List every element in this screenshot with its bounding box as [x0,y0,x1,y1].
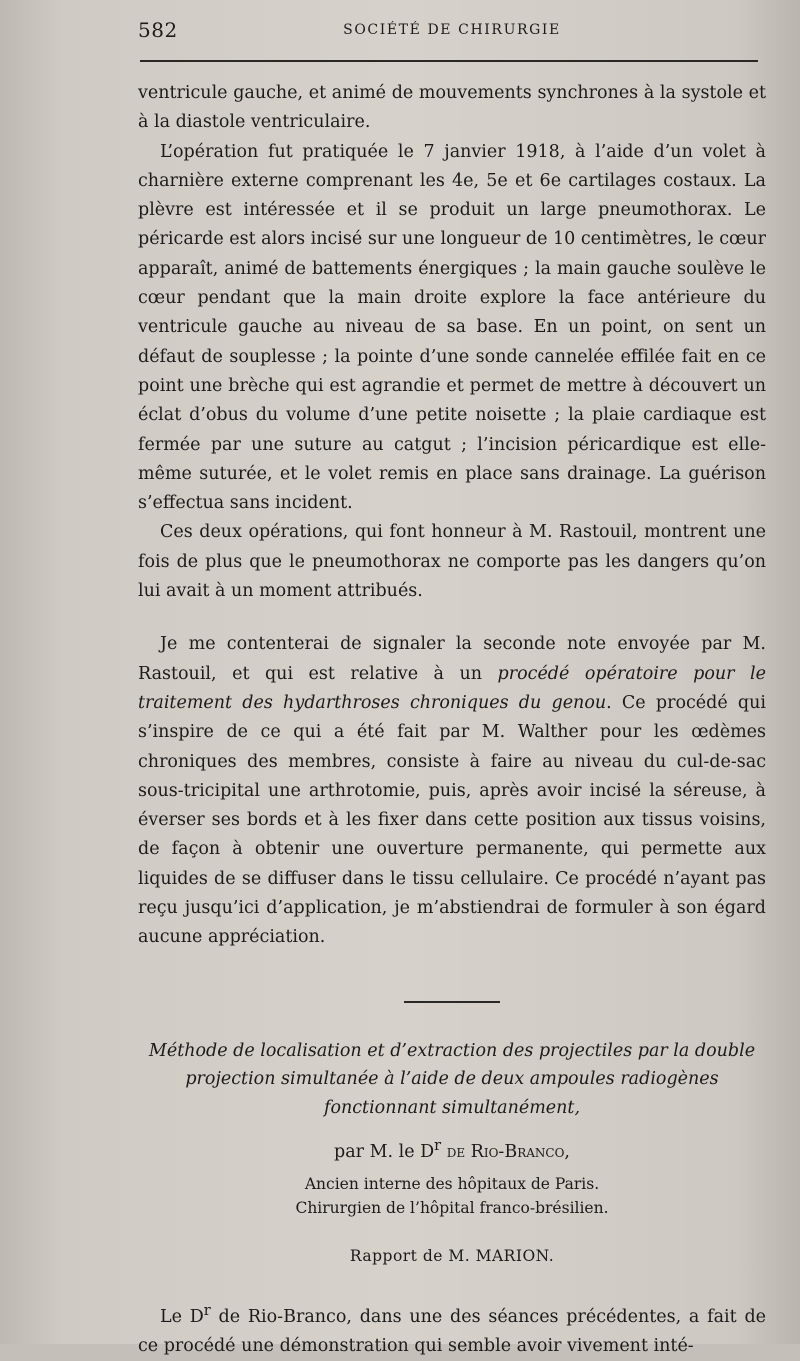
paragraph-continuation: ventricule gauche, et animé de mouvements synchrones à la systole et à la diastole ventriculaire. [138,83,766,133]
final-prefix: Le D [160,1306,204,1327]
final-text: de Rio-Branco, dans une des séances précédentes, a fait de ce procédé une démonstration qui semble avoir vivement inté- [138,1306,766,1357]
article-title-line-3: fonctionnant simultanément, [323,1097,581,1118]
author-prefix: par M. le D [334,1141,435,1162]
article-title-line-1: Méthode de localisation et d’extraction des projectiles par la double [148,1040,756,1061]
affiliation-line-1: Ancien interne des hôpitaux de Paris. [304,1174,600,1193]
article-author [138,1132,766,1166]
page-number: 582 [138,18,178,42]
paragraph-operation: L’opération fut pratiquée le 7 janvier 1918, à l’aide d’un volet à charnière externe comprenant les 4e, 5e et 6e cartilages costaux. La plèvre est intéressée et il se produit un large pneumothorax. Le péricarde est alors incisé sur une longueur de 10 centimètres, le cœur apparaît, animé de battements énergiques ; la main gauche soulève le cœur pendant que la main droite explore la face antérieure du ventricule gauche au niveau de sa base. En un point, on sent un défaut de souplesse ; la pointe d’une sonde cannelée effilée fait en ce point une brèche qui est agrandie et permet de mettre à découvert un éclat d’obus du volume d’une petite noisette ; la plaie cardiaque est fermée par une suture au catgut ; l’incision péricardique est elle-même suturée, et le volet remis en place sans drainage. La guérison s’effectua sans incident. [138,141,766,514]
header-rule [140,60,758,62]
paragraph-conclusion: Ces deux opérations, qui font honneur à M. Rastouil, montrent une fois de plus que le pneumothorax ne comporte pas les dangers qu’on lui avait à un moment attribués. [138,522,766,602]
procedure-title-italic: procédé opératoire pour le traitement des hydarthroses chroniques du genou [138,663,766,713]
author-name: Rio-Branco, [470,1141,570,1162]
author-affiliations [138,1172,766,1220]
article-title [138,1037,766,1123]
paragraph-second-note [138,630,766,952]
paragraph-second-note-part1: Je me contenterai de signaler la seconde note envoyée par M. Rastouil, et qui est relative à un [138,634,766,684]
running-head: SOCIÉTÉ DE CHIRURGIE [343,22,561,38]
article-title-line-2: projection simultanée à l’aide de deux ampoules radiogènes [185,1069,719,1090]
author-title-superscript: r [434,1137,442,1155]
section-separator [404,1001,500,1003]
paragraph-report-start [138,1296,766,1361]
page-header [138,18,766,48]
affiliation-line-2: Chirurgien de l’hôpital franco-brésilien. [295,1198,609,1217]
author-particle: de [446,1141,466,1162]
paragraph-second-note-part2: . Ce procédé qui s’inspire de ce qui a été fait par M. Walther pour les œdèmes chroniques des membres, consiste à faire au niveau du cul-de-sac sous-tricipital une arthrotomie, puis, après avoir incisé la séreuse, à éverser ses bords et à les fixer dans cette position aux tissus voisins, de façon à obtenir une ouverture permanente, qui permette aux liquides de se diffuser dans le tissu cellulaire. Ce procédé n’ayant pas reçu jusqu’ici d’application, je m’abstiendrai de formuler à son égard aucune appréciation. [138,692,766,948]
final-title-superscript: r [203,1301,211,1319]
page-body [138,79,766,1361]
report-byline: Rapport de M. MARION. [349,1246,555,1265]
